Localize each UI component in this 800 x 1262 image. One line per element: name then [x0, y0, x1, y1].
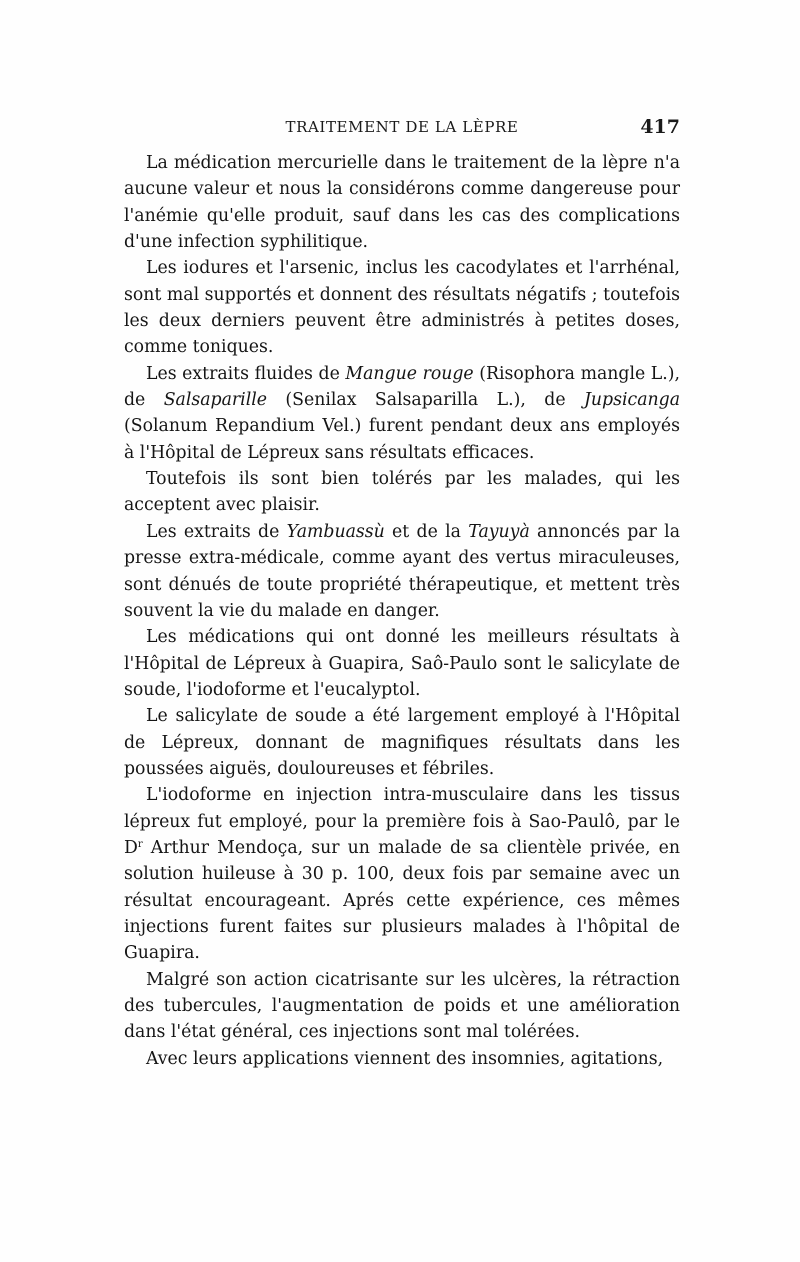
text-segment: L'iodoforme en injection intra-musculaire dans les tissus lépreux fut employé, pour la première fois à Sao-Paulô, par le D: [124, 785, 680, 858]
text-segment: Toutefois ils sont bien tolérés par les malades, qui les acceptent avec plaisir.: [124, 469, 680, 516]
paragraph: [124, 519, 680, 624]
running-head: TRAITEMENT DE LA LÈPRE: [285, 118, 519, 136]
paragraph: [124, 1046, 680, 1072]
paragraph: [124, 361, 680, 466]
italic-term: Mangue rouge: [345, 363, 474, 384]
text-segment: et de la: [384, 521, 469, 542]
paragraph: [124, 255, 680, 360]
paragraph: [124, 150, 680, 255]
text-segment: Malgré son action cicatrisante sur les ulcères, la rétraction des tubercules, l'augmentation de poids et une amélioration dans l'état général, ces injections sont mal tolérées.: [124, 969, 680, 1043]
body-text: [124, 150, 680, 1072]
paragraph: [124, 466, 680, 519]
page-header: [124, 118, 680, 142]
italic-term: Yambuassù: [286, 521, 385, 542]
text-segment: Le salicylate de soude a été largement employé à l'Hôpital de Lépreux, donnant de magnifiques résultats dans les poussées aiguës, douloureuses et fébriles.: [124, 706, 680, 779]
text-segment: (Risophora mangle L.), de: [124, 363, 681, 411]
paragraph: [124, 624, 680, 703]
text-segment: (Senilax Salsaparilla L.), de: [267, 390, 584, 411]
text-segment: Les iodures et l'arsenic, inclus les cacodylates et l'arrhénal, sont mal supportés et donnent des résultats négatifs ; toutefois les deux derniers peuvent être administrés à petites doses, comme toniques.: [124, 258, 680, 358]
text-segment: La médication mercurielle dans le traitement de la lèpre n'a aucune valeur et nous la considérons comme dangereuse pour l'anémie qu'elle produit, sauf dans les cas des complications d'une infection syphilitique.: [124, 153, 680, 253]
page-number: 417: [640, 116, 680, 138]
text-segment: Arthur Mendoça, sur un malade de sa clientèle privée, en solution huileuse à 30 p. 100, deux fois par semaine avec un résultat encourageant. Aprés cette expérience, ces mêmes injections furent faites sur plusieurs malades à l'hôpital de Guapira.: [124, 837, 680, 964]
italic-term: Jupsicanga: [584, 390, 680, 411]
text-segment: Les extraits de: [146, 521, 287, 542]
paragraph: [124, 703, 680, 782]
paragraph: [124, 782, 680, 966]
text-segment: Avec leurs applications viennent des insomnies, agitations,: [146, 1048, 664, 1069]
superscript: r: [137, 838, 143, 850]
text-segment: (Solanum Repandium Vel.) furent pendant deux ans employés à l'Hôpital de Lépreux sans résultats efficaces.: [124, 416, 680, 463]
text-segment: annoncés par la presse extra-médicale, comme ayant des vertus miraculeuses, sont dénués de toute propriété thérapeutique, et mettent très souvent la vie du malade en danger.: [124, 521, 681, 621]
italic-term: Tayuyà: [468, 521, 530, 542]
text-segment: Les extraits fluides de: [146, 363, 346, 384]
paragraph: [124, 967, 680, 1046]
italic-term: Salsaparille: [163, 390, 267, 411]
text-segment: Les médications qui ont donné les meilleurs résultats à l'Hôpital de Lépreux à Guapira, Saô-Paulo sont le salicylate de soude, l'iodoforme et l'eucalyptol.: [124, 627, 680, 700]
